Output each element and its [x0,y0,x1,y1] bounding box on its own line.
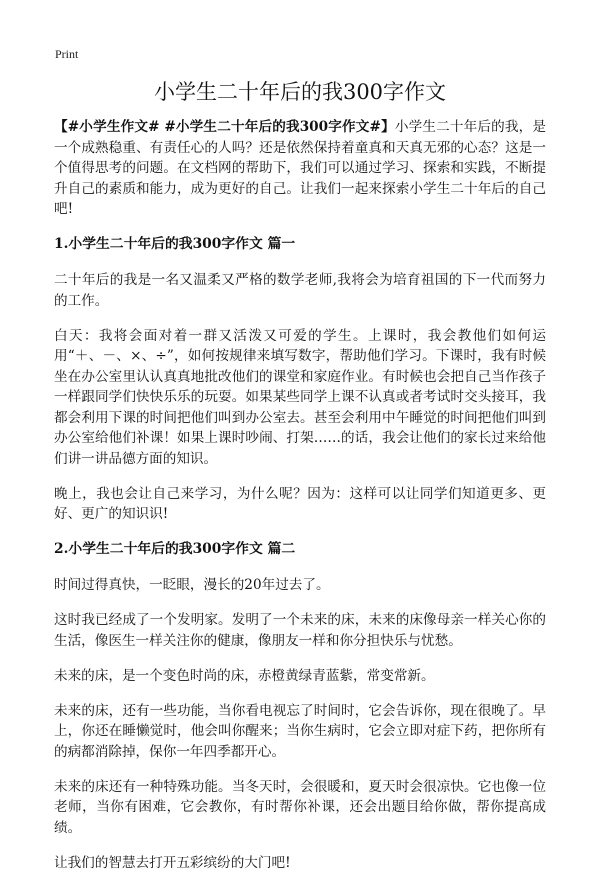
section-1-paragraph-2: 白天：我将会面对着一群又活泼又可爱的学生。上课时，我会教他们如何运用“＋、－、×、÷”，如何按规律来填写数字，帮助他们学习。下课时，我有时候坐在办公室里认认真真地批改他们的课堂和家庭作业。有时候也会把自己当作孩子一样跟同学们快快乐乐的玩耍。如果某些同学上课不认真或者考试时交头接耳，我都会利用下课的时间把他们叫到办公室去。甚至会利用中午睡觉的时间把他们叫到办公室给他们补课！如果上课时吵闹、打架……的话，我会让他们的家长过来给他们讲一讲品德方面的知识。 [54,327,546,467]
article-body [54,117,546,888]
section-2-paragraph-3: 未来的床，是一个变色时尚的床，赤橙黄绿青蓝紫，常变常新。 [54,667,435,684]
section-2-paragraph-5: 未来的床还有一种特殊功能。当冬天时，会很暖和，夏天时会很凉快。它也像一位老师，当你有困难，它会教你，有时帮你补课，还会出题目给你做，帮你提高成绩。 [54,778,546,836]
section-1-paragraph-3: 晚上，我也会让自己来学习，为什么呢？因为：这样可以让同学们知道更多、更好、更广的知识识! [54,485,546,522]
intro-text: 小学生二十年后的我，是一个成熟稳重、有责任心的人吗？还是依然保持着童真和天真无邪的心态？这是一个值得思考的问题。在文档网的帮助下，我们可以通过学习、探索和实践，不断提升自己的素质和能力，成为更好的自己。让我们一起来探索小学生二十年后的自己吧! [54,119,546,217]
section-2-heading: 2.小学生二十年后的我300字作文 篇二 [54,541,296,557]
print-label: Print [55,47,79,61]
intro-tag: 【#小学生作文# #小学生二十年后的我300字作文#】 [54,119,395,135]
section-2-paragraph-2: 这时我已经成了一个发明家。发明了一个未来的床，未来的床像母亲一样关心你的生活，像医生一样关注你的健康，像朋友一样和你分担快乐与忧愁。 [54,612,546,649]
section-2-paragraph-1: 时间过得真快，一眨眼，漫长的20年过去了。 [54,577,330,593]
intro-paragraph [54,117,546,220]
section-2-paragraph-4: 未来的床，还有一些功能，当你看电视忘了时间时，它会告诉你，现在很晚了。早上，你还在睡懒觉时，他会叫你醒来；当你生病时，它会立即对症下药，把你所有的病都消除掉，保你一年四季都开心。 [54,702,546,760]
section-1-paragraph-1: 二十年后的我是一名又温柔又严格的数学老师,我将会为培育祖国的下一代而努力的工作。 [54,272,546,309]
section-2-paragraph-6: 让我们的智慧去打开五彩缤纷的大门吧! [54,854,291,871]
page-title: 小学生二十年后的我300字作文 [153,80,447,104]
section-1-heading: 1.小学生二十年后的我300字作文 篇一 [54,236,296,252]
